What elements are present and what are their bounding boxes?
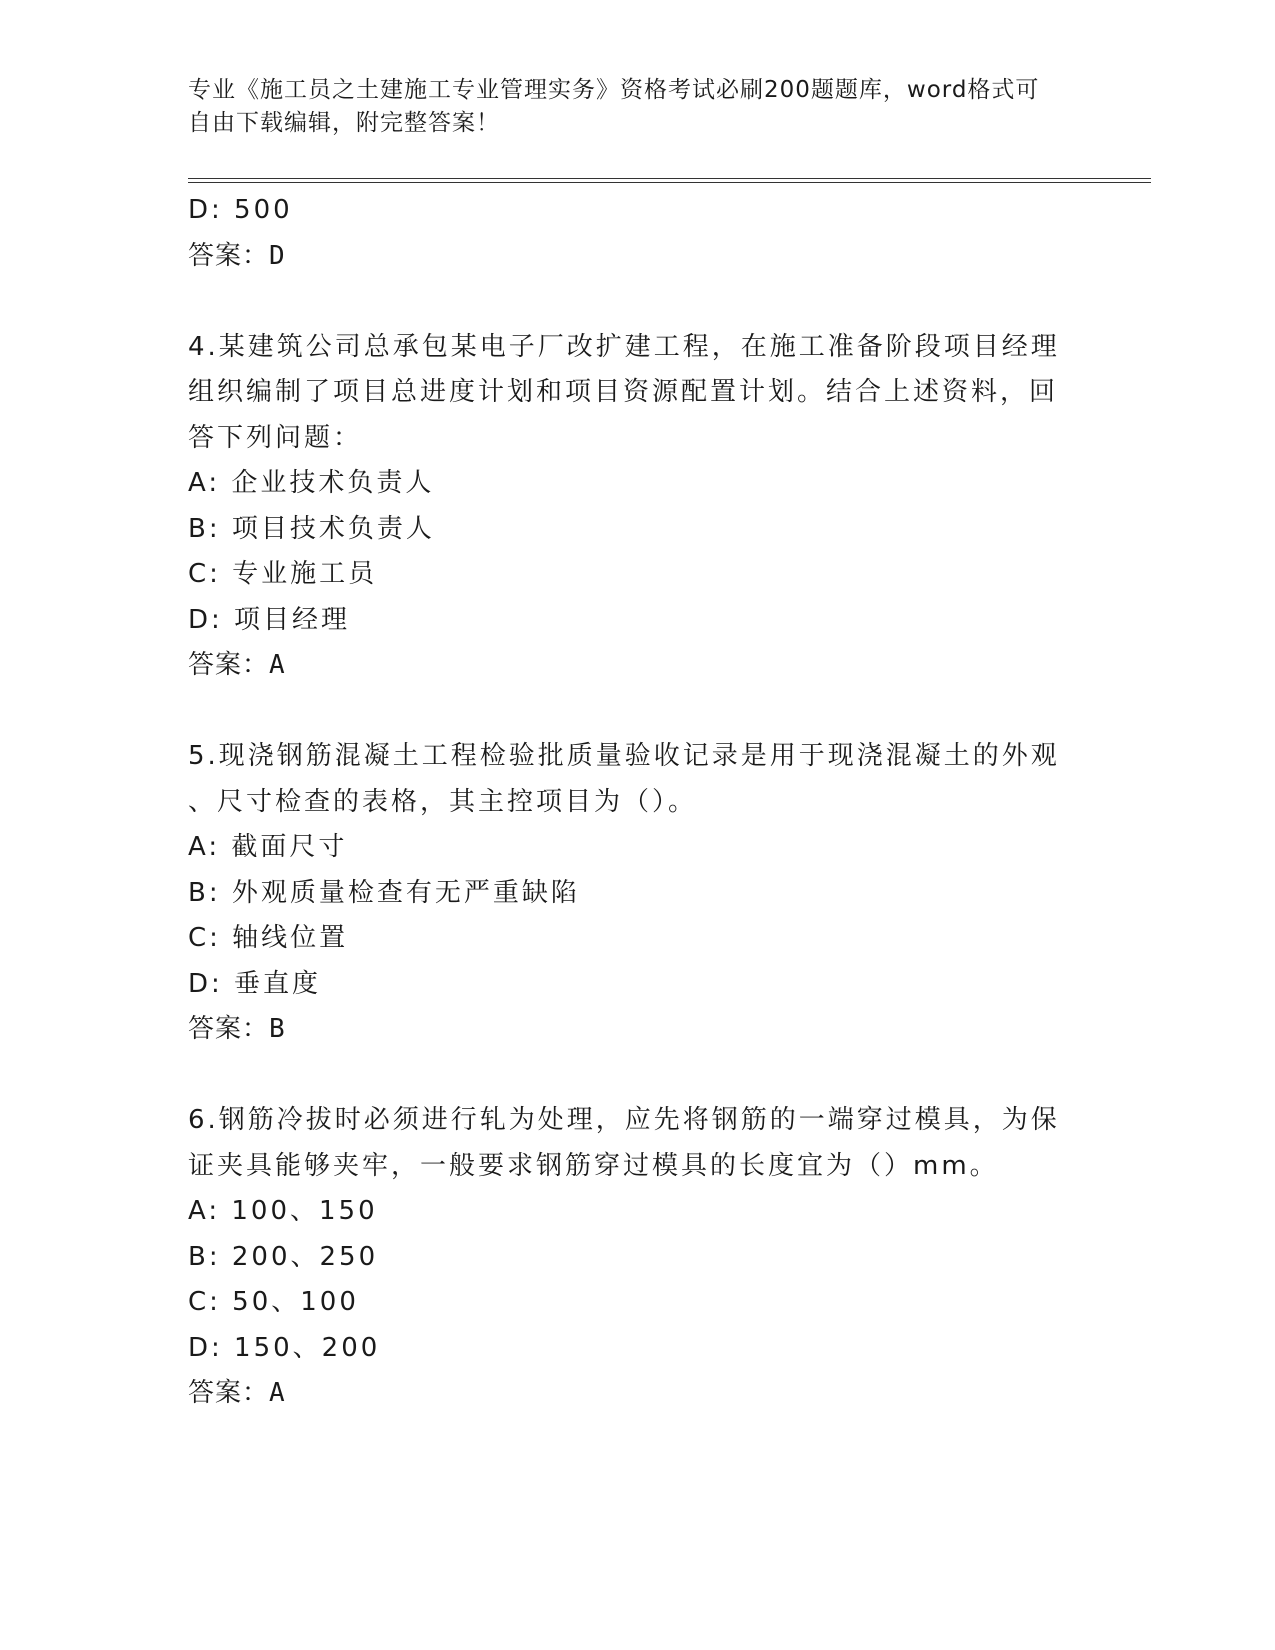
- question-stem-line: 6.钢筋冷拔时必须进行轧为处理，应先将钢筋的一端穿过模具，为保: [188, 1105, 1060, 1135]
- option-d: D: 垂直度: [188, 968, 322, 999]
- option-c: C: 50、100: [188, 1287, 359, 1317]
- question-stem-line: 证夹具能够夹牢，一般要求钢筋穿过模具的长度宜为（）mm。: [188, 1150, 999, 1181]
- spacer: [188, 1053, 1068, 1099]
- spacer: [188, 279, 1068, 325]
- option-b: B: 200、250: [188, 1241, 379, 1272]
- answer-line: 答案：A: [188, 1378, 286, 1408]
- option-b: B: 项目技术负责人: [188, 513, 435, 544]
- document-body: [188, 188, 1068, 1417]
- answer-line: 答案：A: [188, 650, 286, 680]
- question-stem-line: 5.现浇钢筋混凝土工程检验批质量验收记录是用于现浇混凝土的外观: [188, 741, 1060, 771]
- question-stem-line: 答下列问题：: [188, 422, 363, 453]
- question-stem-line: 组织编制了项目总进度计划和项目资源配置计划。结合上述资料，回: [188, 377, 1059, 407]
- option-a: A: 100、150: [188, 1196, 378, 1226]
- question-stem-line: 、尺寸检查的表格，其主控项目为（）。: [188, 786, 698, 817]
- question-5: [188, 734, 1068, 1053]
- question-stem-line: 4.某建筑公司总承包某电子厂改扩建工程，在施工准备阶段项目经理: [188, 331, 1060, 362]
- header-divider-second: [188, 182, 1151, 183]
- option-a: A: 截面尺寸: [188, 832, 348, 862]
- option-b: B: 外观质量检查有无严重缺陷: [188, 877, 580, 908]
- header-divider: [188, 178, 1151, 179]
- option-a: A: 企业技术负责人: [188, 468, 435, 498]
- question-6: [188, 1098, 1068, 1417]
- prev-question-answer: 答案：D: [188, 240, 286, 271]
- prev-question-option-d: D: 500: [188, 195, 293, 225]
- option-d: D: 150、200: [188, 1332, 381, 1363]
- header-line-2: 自由下载编辑，附完整答案！: [188, 110, 500, 136]
- header-line-1: 专业《施工员之土建施工专业管理实务》资格考试必刷200题题库，word格式可: [188, 77, 1040, 103]
- question-4: [188, 325, 1068, 689]
- page-header: [188, 74, 1068, 140]
- option-d: D: 项目经理: [188, 604, 351, 635]
- option-c: C: 轴线位置: [188, 923, 349, 953]
- option-c: C: 专业施工员: [188, 559, 378, 589]
- answer-line: 答案：B: [188, 1014, 286, 1044]
- spacer: [188, 689, 1068, 735]
